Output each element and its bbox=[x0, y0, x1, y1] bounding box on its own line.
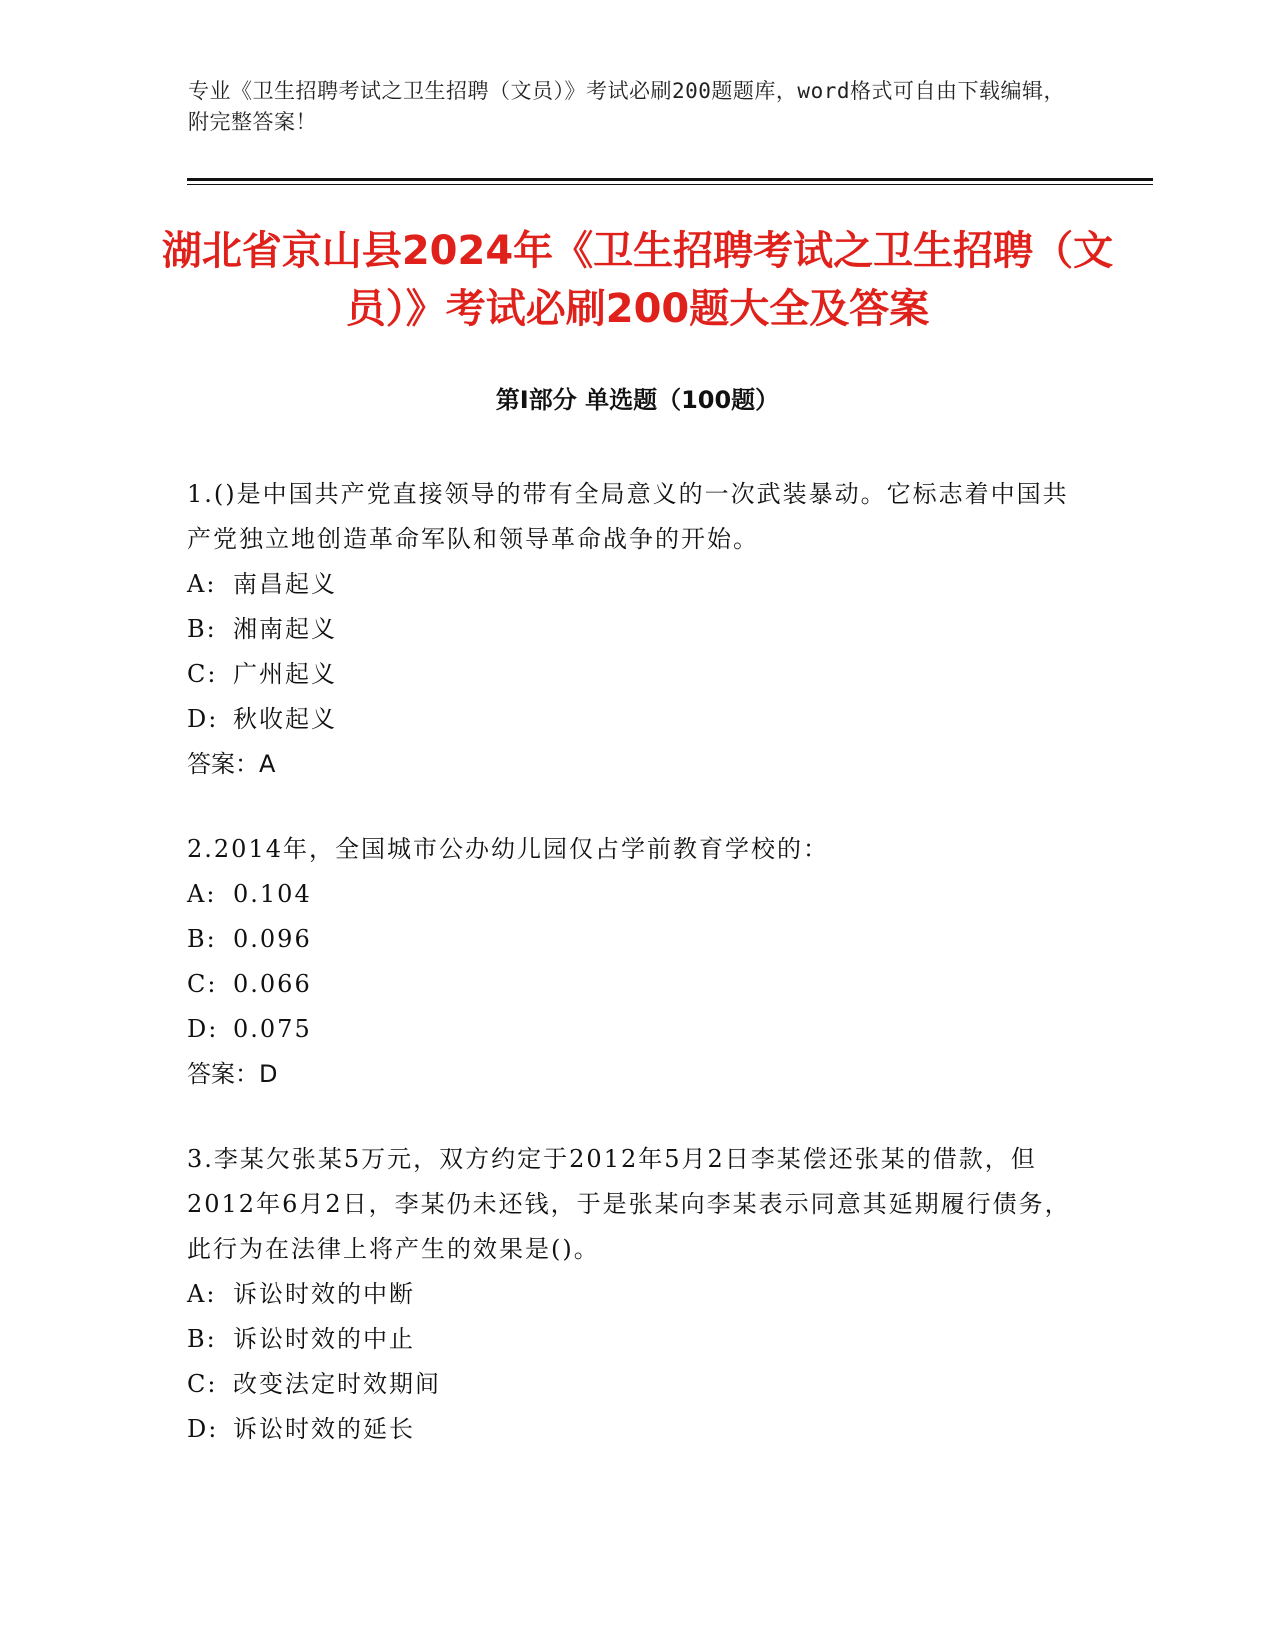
option-key: D: bbox=[187, 1015, 219, 1043]
question-stem: 2.2014年，全国城市公办幼儿园仅占学前教育学校的： bbox=[187, 835, 829, 863]
option-key: D: bbox=[187, 705, 219, 733]
option-key: B: bbox=[187, 1325, 217, 1353]
question-1 bbox=[187, 472, 1077, 787]
section-title: 第Ⅰ部分 单选题（100题） bbox=[495, 386, 780, 414]
option-key: A: bbox=[187, 880, 217, 908]
option-b bbox=[187, 917, 1077, 962]
answer-line: 答案：D bbox=[187, 1060, 278, 1088]
option-text: 0.096 bbox=[233, 925, 312, 953]
option-text: 诉讼时效的延长 bbox=[233, 1415, 415, 1443]
option-d bbox=[187, 697, 1077, 742]
header-note: 专业《卫生招聘考试之卫生招聘（文员）》考试必刷200题题库，word格式可自由下载编辑，附完整答案！ bbox=[188, 79, 1065, 134]
option-a bbox=[187, 872, 1077, 917]
option-key: A: bbox=[187, 1280, 217, 1308]
option-text: 诉讼时效的中止 bbox=[233, 1325, 415, 1353]
option-key: D: bbox=[187, 1415, 219, 1443]
header-divider-thin bbox=[187, 184, 1153, 185]
question-stem: 3.李某欠张某5万元，双方约定于2012年5月2日李某偿还张某的借款，但2012年6月2日，李某仍未还钱，于是张某向李某表示同意其延期履行债务，此行为在法律上将产生的效果是()。 bbox=[187, 1145, 1071, 1263]
option-key: C: bbox=[187, 660, 218, 688]
option-key: A: bbox=[187, 570, 217, 598]
option-text: 秋收起义 bbox=[233, 705, 337, 733]
option-key: C: bbox=[187, 970, 218, 998]
option-key: C: bbox=[187, 1370, 218, 1398]
option-c bbox=[187, 1362, 1077, 1407]
question-3 bbox=[187, 1137, 1077, 1452]
question-2 bbox=[187, 827, 1077, 1097]
answer-line: 答案：A bbox=[187, 750, 276, 778]
option-text: 湘南起义 bbox=[233, 615, 337, 643]
option-key: B: bbox=[187, 615, 217, 643]
option-a bbox=[187, 562, 1077, 607]
option-c bbox=[187, 962, 1077, 1007]
option-a bbox=[187, 1272, 1077, 1317]
option-text: 广州起义 bbox=[233, 660, 337, 688]
option-key: B: bbox=[187, 925, 217, 953]
option-text: 0.075 bbox=[233, 1015, 312, 1043]
option-text: 南昌起义 bbox=[233, 570, 337, 598]
option-d bbox=[187, 1407, 1077, 1452]
question-list bbox=[187, 472, 1077, 1492]
document-title: 湖北省京山县2024年《卫生招聘考试之卫生招聘（文员）》考试必刷200题大全及答案 bbox=[161, 228, 1114, 332]
option-text: 0.104 bbox=[233, 880, 312, 908]
option-text: 改变法定时效期间 bbox=[233, 1370, 441, 1398]
option-b bbox=[187, 1317, 1077, 1362]
option-c bbox=[187, 652, 1077, 697]
option-text: 0.066 bbox=[233, 970, 312, 998]
header-divider-thick bbox=[187, 178, 1153, 181]
question-stem: 1.()是中国共产党直接领导的带有全局意义的一次武装暴动。它标志着中国共产党独立地创造革命军队和领导革命战争的开始。 bbox=[187, 480, 1069, 553]
option-d bbox=[187, 1007, 1077, 1052]
option-text: 诉讼时效的中断 bbox=[233, 1280, 415, 1308]
option-b bbox=[187, 607, 1077, 652]
